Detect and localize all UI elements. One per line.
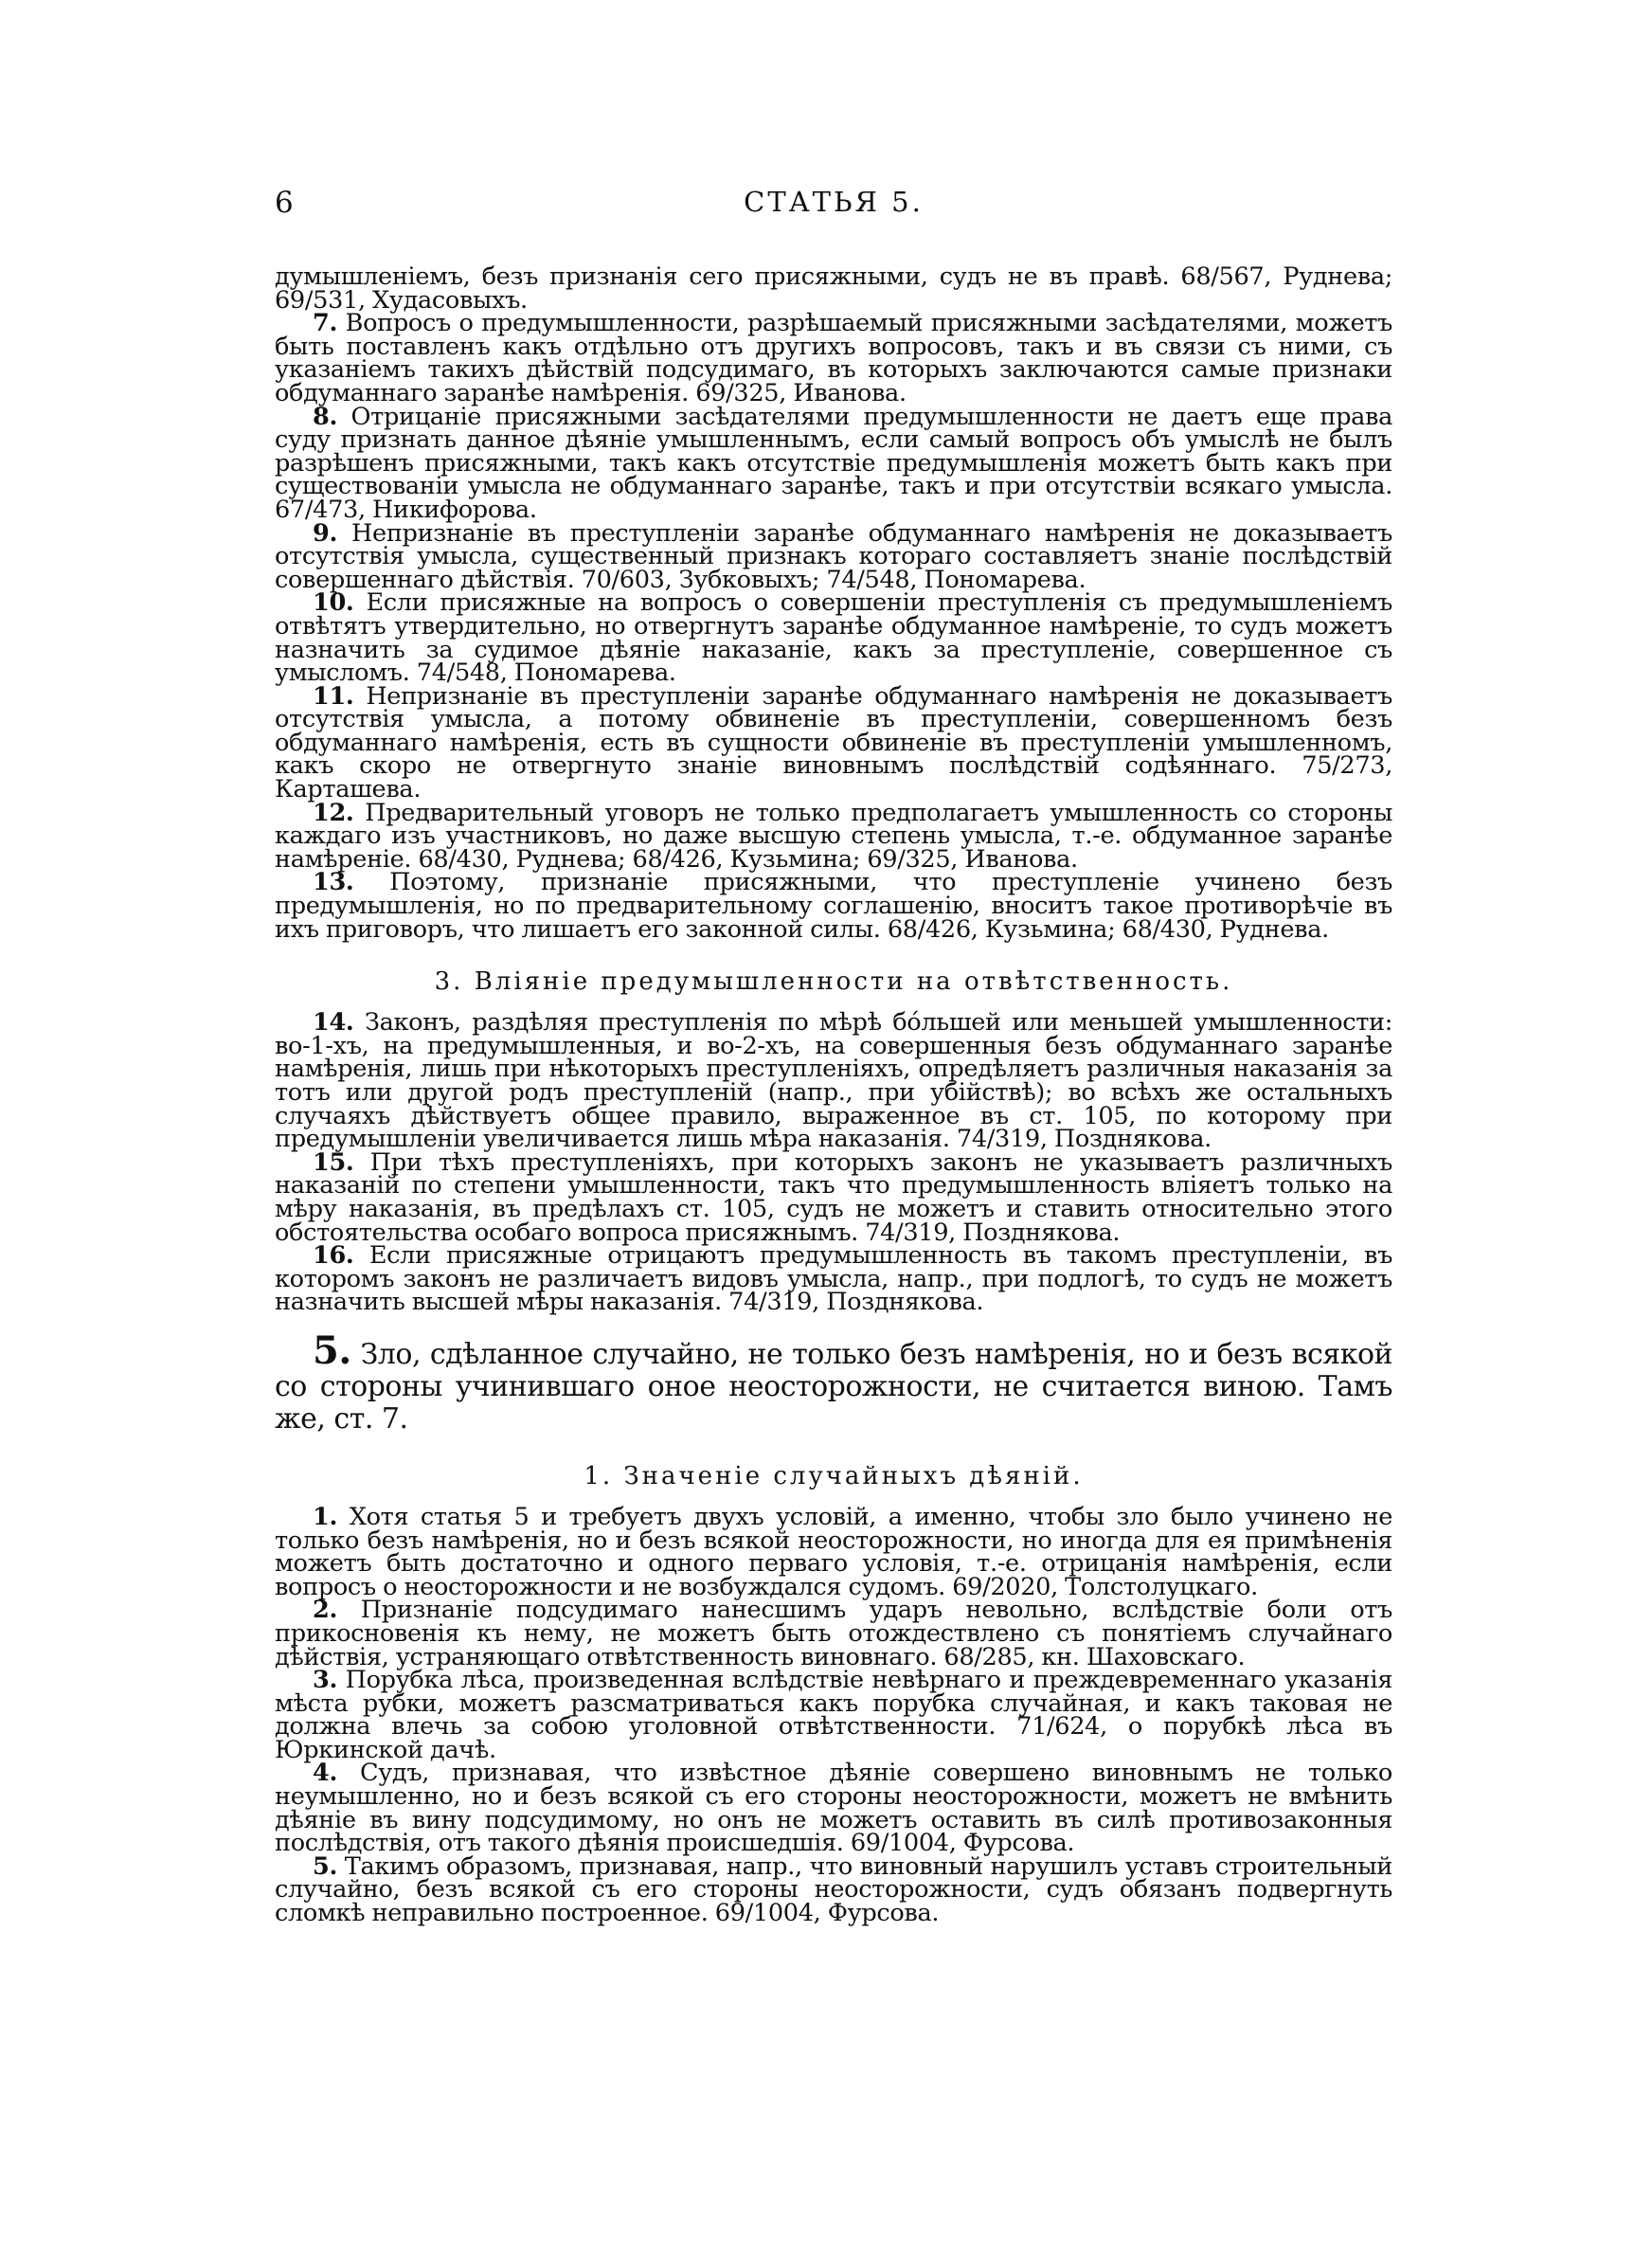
paragraph-16 [275,1241,1392,1317]
paragraph-13 [275,868,1392,944]
paragraph-number: 11. [313,681,354,711]
paragraph-12 [275,798,1392,874]
paragraph-text: Признаніе подсудимаго нанесшимъ ударъ невольно, вслѣдствіе боли отъ прикосновенія къ нему, не можетъ быть отождествлено съ понятіемъ случайнаго дѣйствія, устраняющаго отвѣтственность виновнаго. 68/285, кн. Шаховскаго. [275,1596,1392,1671]
running-head: СТАТЬЯ 5. [744,186,924,218]
paragraph-text: Такимъ образомъ, признавая, напр., что виновный нарушилъ уставъ строительный случайно, безъ всякой съ его стороны неосторожности, судъ обязанъ подвергнуть сломкѣ неправильно построенное. 69/1004, Фурсова. [275,1851,1392,1928]
paragraph-number: 3. [313,1666,338,1695]
paragraph-text: Порубка лѣса, произведенная вслѣдствіе невѣрнаго и преждевременнаго указанія мѣста рубки, можетъ разсматриваться какъ порубка случайная, и какъ таковая не должна влечь за собою уголовной отвѣтственности. 71/624, о порубкѣ лѣса въ Юркинской дачѣ. [275,1666,1392,1764]
paragraph-text: Хотя статья 5 и требуетъ двухъ условій, а именно, чтобы зло было учинено не только безъ намѣренія, но и безъ всякой неосторожности, но иногда для ея примѣненія можетъ быть достаточно и одного перваго условія, т.-е. отрицанія намѣренія, если вопросъ о неосторожности и не возбуждался судомъ. 69/2020, Толстолуцкаго. [275,1502,1392,1601]
paragraph-text: Непризнаніе въ преступленіи заранѣе обдуманнаго намѣренія не доказываетъ отсутствія умысла, а потому обвиненіе въ преступленіи, совершенномъ безъ обдуманнаго намѣренія, есть въ сущности обвиненіе въ преступленіи умышленномъ, какъ скоро не отвергнуто знаніе виновнымъ послѣдствій содѣяннаго. 75/273, Карташева. [275,681,1392,804]
continued-paragraph: думышленіемъ, безъ признанія сего присяжными, судъ не въ правѣ. 68/567, Руднева; 69/531, Худасовыхъ. [275,262,1392,315]
paragraph-text: Отрицаніе присяжными засѣдателями предумышленности не даетъ еще права суду признать данное дѣяніе умышленнымъ, если самый вопросъ объ умыслѣ не былъ разрѣшенъ присяжными, такъ какъ отсутствіе предумышленія можетъ быть какъ при существованіи умысла не обдуманнаго заранѣе, такъ и при отсутствіи всякаго умысла. 67/473, Никифорова. [275,402,1392,524]
paragraph-text: Вопросъ о предумышленности, разрѣшаемый присяжными засѣдателями, можетъ быть поставленъ какъ отдѣльно отъ другихъ вопросовъ, такъ и въ связи съ ними, съ указаніемъ такихъ дѣйствій подсудимаго, въ которыхъ заключаются самые признаки обдуманнаго заранѣе намѣренія. 69/325, Иванова. [275,309,1392,407]
paragraph-text: Непризнаніе въ преступленіи заранѣе обдуманнаго намѣренія не доказываетъ отсутствія умысла, существенный признакъ котораго составляетъ знаніе послѣдствій совершеннаго дѣйствія. 70/603, Зубковыхъ; 74/548, Пономарева. [275,518,1392,594]
section-title-3: 3. Вліяніе предумышленности на отвѣтственность. [434,967,1233,997]
paragraph-group-3 [275,1008,1392,1317]
paragraph-text: Судъ, признавая, что извѣстное дѣяніе совершено виновнымъ не только неумышленно, но и безъ всякой съ его стороны неосторожности, можетъ не вмѣнить дѣяніе въ вину подсудимому, но онъ не можетъ оставить въ силѣ противозаконныя послѣдствія, отъ такого дѣянія происшедшія. 69/1004, Фурсова. [275,1759,1392,1858]
section-title-1: 1. Значеніе случайныхъ дѣяній. [584,1461,1084,1490]
paragraph-number: 4. [313,1759,338,1788]
page-body [275,262,1392,1928]
paragraph-number: 10. [313,588,354,618]
paragraph-10 [275,588,1392,688]
paragraph-group-1 [275,309,1392,944]
paragraph-number: 9. [313,518,338,548]
paragraph-art5-1 [275,1502,1392,1601]
paragraph-art5-3 [275,1666,1392,1764]
article-text: Зло, сдѣланное случайно, не только безъ намѣренія, но и безъ всякой со стороны учинившаго оное неосторожности, не считается виною. Тамъ же, ст. 7. [275,1337,1392,1435]
paragraph-number: 5. [313,1851,338,1881]
paragraph-text: Поэтому, признаніе присяжными, что преступленіе учинено безъ предумышленія, но по предварительному соглашенію, вноситъ такое противорѣчіе въ ихъ приговоръ, что лишаетъ его законной силы. 68/426, Кузьмина; 68/430, Руднева. [275,868,1392,944]
article-number: 5. [313,1327,351,1373]
paragraph-art5-4 [275,1759,1392,1858]
paragraph-number: 12. [313,798,354,827]
paragraph-number: 15. [313,1147,354,1177]
paragraph-text: Предварительный уговоръ не только предполагаетъ умышленность со стороны каждаго изъ участниковъ, но даже высшую степень умысла, т.-е. обдуманное заранѣе намѣреніе. 68/430, Руднева; 68/426, Кузьмина; 69/325, Иванова. [275,798,1392,874]
paragraph-art5-5 [275,1851,1392,1928]
paragraph-number: 1. [313,1502,338,1531]
paragraph-8 [275,402,1392,524]
paragraph-9 [275,518,1392,594]
paragraph-art5-2 [275,1598,1392,1669]
paragraph-text: Если присяжные на вопросъ о совершеніи преступленія съ предумышленіемъ отвѣтятъ утвердительно, но отвергнутъ заранѣе обдуманное намѣреніе, то судъ можетъ назначить за судимое дѣяніе наказаніе, какъ за преступленіе, совершенное съ умысломъ. 74/548, Пономарева. [275,588,1392,688]
paragraph-number: 13. [313,868,354,897]
article-5 [275,1327,1392,1435]
paragraph-text: При тѣхъ преступленіяхъ, при которыхъ законъ не указываетъ различныхъ наказаній по степени умышленности, такъ что предумышленность вліяетъ только на мѣру наказанія, въ предѣлахъ ст. 105, судъ не можетъ и ставить относительно этого обстоятельства особаго вопроса присяжнымъ. 74/319, Позднякова. [275,1147,1392,1247]
paragraph-14 [275,1008,1392,1154]
paragraph-text: Если присяжные отрицаютъ предумышленность въ такомъ преступленіи, въ которомъ законъ не различаетъ видовъ умысла, напр., при подлогѣ, то судъ не можетъ назначить высшей мѣры наказанія. 74/319, Позднякова. [275,1241,1392,1317]
paragraph-number: 16. [313,1241,354,1271]
paragraph-number: 2. [313,1596,338,1625]
page-header [275,186,1392,233]
paragraph-number: 7. [313,309,338,338]
paragraph-number: 8. [313,402,338,431]
paragraph-number: 14. [313,1008,354,1038]
paragraph-text: Законъ, раздѣляя преступленія по мѣрѣ бóльшей или меньшей умышленности: во-1-хъ, на предумышленныя, и во-2-хъ, на совершенныя безъ обдуманнаго заранѣе намѣренія, лишь при нѣкоторыхъ преступленіяхъ, опредѣляетъ различныя наказанія за тотъ или другой родъ преступленій (напр., при убійствѣ); во всѣхъ же остальныхъ случаяхъ дѣйствуетъ общее правило, выраженное въ ст. 105, по которому при предумышленіи увеличивается лишь мѣра наказанія. 74/319, Позднякова. [275,1008,1392,1154]
paragraph-7 [275,309,1392,407]
paragraph-11 [275,681,1392,804]
paragraph-15 [275,1147,1392,1247]
page-number: 6 [275,186,295,220]
paragraph-group-art5 [275,1502,1392,1928]
